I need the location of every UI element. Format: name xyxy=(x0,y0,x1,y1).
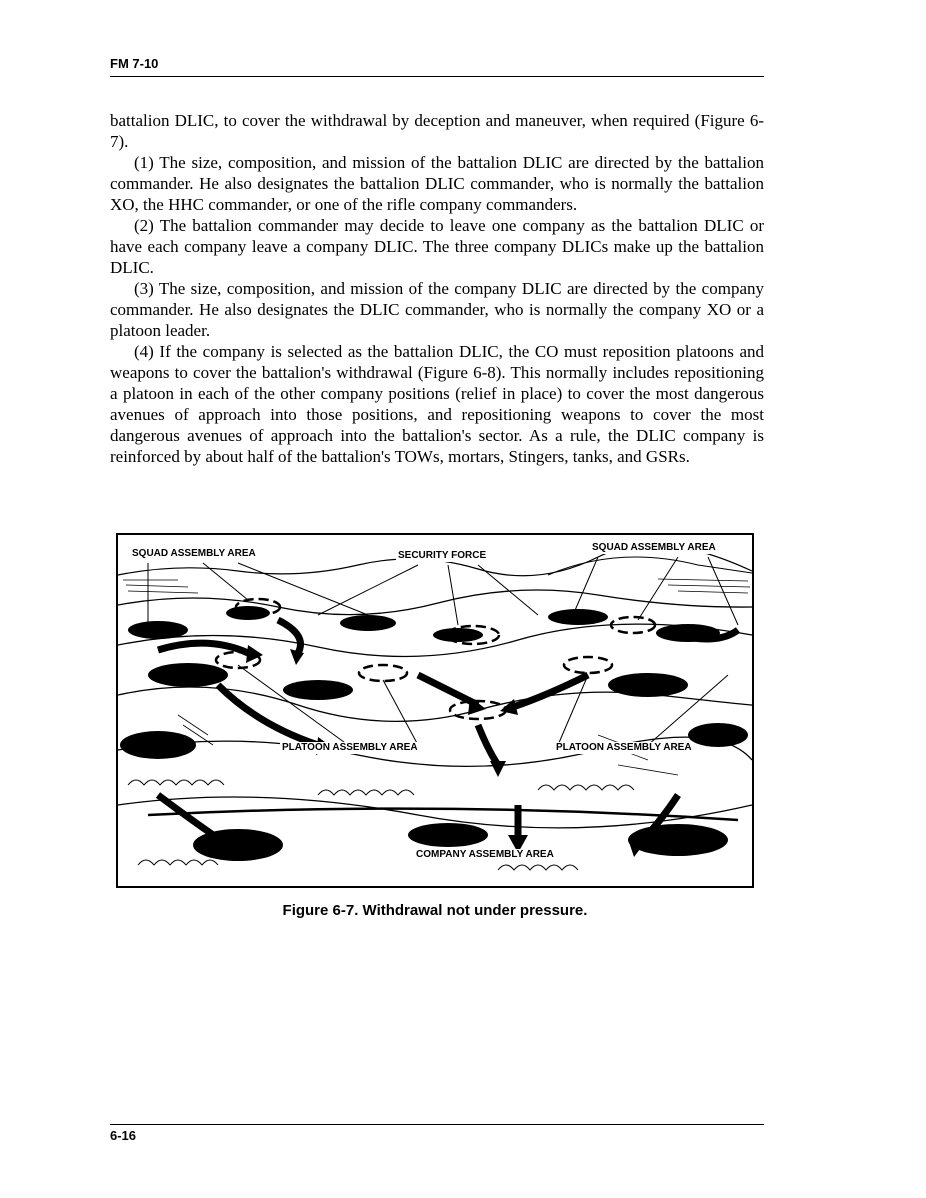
page-number: 6-16 xyxy=(110,1128,137,1143)
paragraph-4: (4) If the company is selected as the battalion DLIC, the CO must reposition platoons and weapons to cover the battalion's withdrawal (Figure 6-8). This normally includes repositioning a platoon in each of the other company positions (relief in place) to cover the most dangerous avenues of approach into those positions, and repositioning weapons to cover the most dangerous avenues of approach into the battalion's sector. As a rule, the DLIC company is reinforced by about half of the battalion's TOWs, mortars, Stingers, tanks, and GSRs. xyxy=(110,342,764,466)
page-header xyxy=(110,56,764,77)
paragraph-1: (1) The size, composition, and mission of the battalion DLIC are directed by the battalion commander. He also designates the battalion DLIC commander, who is normally the battalion XO, the HHC commander, or one of the rifle company commanders. xyxy=(110,153,764,214)
label-squad-assembly-left: SQUAD ASSEMBLY AREA xyxy=(132,548,256,559)
paragraph-continuation: battalion DLIC, to cover the withdrawal by deception and maneuver, when required (Figure 6-7). xyxy=(110,111,764,151)
body-text xyxy=(110,110,764,467)
label-squad-assembly-right: SQUAD ASSEMBLY AREA xyxy=(592,542,716,553)
label-company-assembly: COMPANY ASSEMBLY AREA xyxy=(416,849,554,860)
paragraph-2: (2) The battalion commander may decide to leave one company as the battalion DLIC or have each company leave a company DLIC. The three company DLICs make up the battalion DLIC. xyxy=(110,216,764,277)
terrain-contours xyxy=(118,590,752,828)
company-area-line xyxy=(148,809,738,820)
label-platoon-assembly-right: PLATOON ASSEMBLY AREA xyxy=(556,742,692,753)
footer-rule xyxy=(110,1124,764,1125)
withdrawal-illustration xyxy=(116,533,754,888)
figure-caption: Figure 6-7. Withdrawal not under pressure. xyxy=(282,902,588,919)
label-security-force: SECURITY FORCE xyxy=(398,550,487,561)
paragraph-3: (3) The size, composition, and mission of the company DLIC are directed by the company commander. He also designates the DLIC commander, who is normally the company XO or a platoon leader. xyxy=(110,279,764,340)
manual-title: FM 7-10 xyxy=(110,56,159,71)
terrain-drawing xyxy=(118,535,752,886)
label-platoon-assembly-left: PLATOON ASSEMBLY AREA xyxy=(282,742,418,753)
